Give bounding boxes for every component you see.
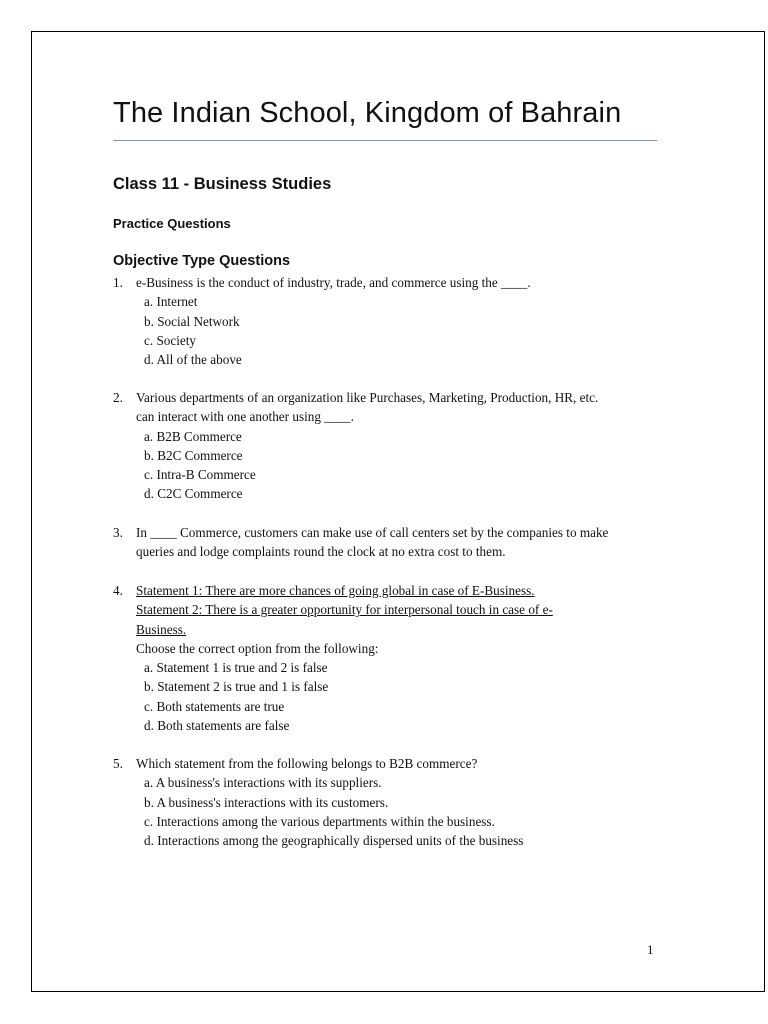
question-text: Which statement from the following belongs to B2B commerce? [136,756,478,771]
question-2 [113,388,659,504]
statement-2-line-1: Statement 2: There is a greater opportunity for interpersonal touch in case of e- [136,602,553,618]
statement-1: Statement 1: There are more chances of going global in case of E-Business. [136,583,535,598]
question-text-line-2: queries and lodge complaints round the clock at no extra cost to them. [136,544,506,560]
option-a: a. Internet [144,294,198,310]
question-number: 4. [113,583,123,598]
option-b: b. Statement 2 is true and 1 is false [144,679,329,695]
document-title: The Indian School, Kingdom of Bahrain [113,97,622,129]
question-number: 1. [113,275,123,290]
option-c: c. Both statements are true [144,698,285,714]
page-number: 1 [647,942,654,957]
title-underline-rule [113,140,657,141]
objective-heading: Objective Type Questions [113,253,291,269]
option-c: c. Intra-B Commerce [144,467,256,483]
option-a: a. A business's interactions with its suppliers. [144,775,382,791]
question-4 [113,581,659,735]
question-text-line-1: In ____ Commerce, customers can make use of call centers set by the companies to make [136,525,609,540]
question-text: e-Business is the conduct of industry, trade, and commerce using the ____. [136,275,531,290]
option-a: a. Statement 1 is true and 2 is false [144,660,328,676]
question-1 [113,273,659,369]
statement-2-line-2: Business. [136,621,187,637]
question-5 [113,754,659,850]
practice-heading: Practice Questions [113,216,231,231]
question-3 [113,523,659,562]
question-number: 5. [113,756,123,771]
document-page [31,31,765,992]
option-b: b. A business's interactions with its customers. [144,794,389,810]
option-b: b. Social Network [144,313,240,329]
option-c: c. Interactions among the various departments within the business. [144,813,495,829]
question-instruction: Choose the correct option from the following: [136,640,379,656]
class-heading: Class 11 - Business Studies [113,175,332,193]
option-d: d. Both statements are false [144,718,290,734]
question-text-line-1: Various departments of an organization like Purchases, Marketing, Production, HR, etc. [136,390,599,405]
option-d: d. Interactions among the geographically dispersed units of the business [144,833,524,849]
question-number: 3. [113,525,123,540]
option-d: d. All of the above [144,352,242,368]
option-b: b. B2C Commerce [144,447,243,463]
option-c: c. Society [144,332,197,348]
option-d: d. C2C Commerce [144,486,243,502]
question-number: 2. [113,390,123,405]
option-a: a. B2B Commerce [144,428,242,444]
question-text-line-2: can interact with one another using ____. [136,409,354,425]
